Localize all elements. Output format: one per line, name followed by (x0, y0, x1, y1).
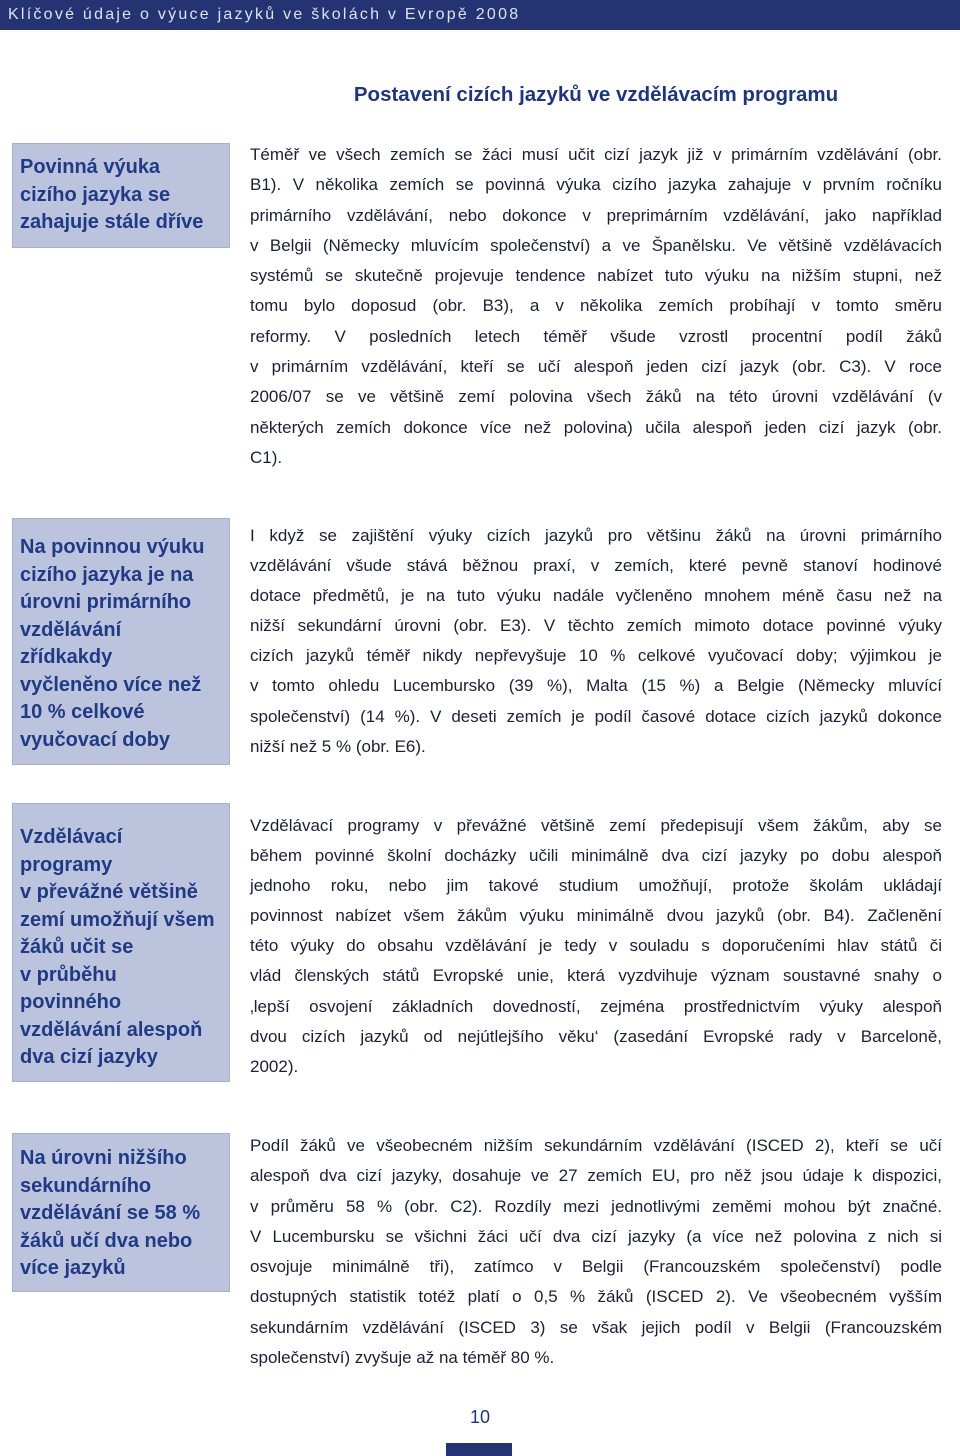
body-line: Vzdělávací programy v převážné většině zemí předepisují všem žákům, aby se (250, 816, 942, 835)
body-line: 2002). (250, 1056, 299, 1076)
body-line: 2006/07 se ve většině zemí polovina všech žáků na této úrovni vzdělávání (v (250, 387, 942, 407)
body-line: B1). V několika zemích se povinná výuka cizího jazyka zahajuje v prvním ročníku (250, 175, 942, 195)
body-line: osvojuje minimálně tři), zatímco v Belgii (Francouzském společenství) podle (250, 1257, 942, 1277)
page-title: Postavení cizích jazyků ve vzdělávacím programu (353, 83, 839, 106)
body-line: cizích jazyků téměř nikdy nepřevyšuje 10 % celkové vyučovací doby; výjimkou je (250, 646, 942, 666)
sidebar-box-3 (12, 803, 230, 1082)
body-line: v primárním vzdělávání, kteří se učí alespoň jeden cizí jazyk (obr. C3). V roce (250, 357, 942, 377)
sidebar-line: žáků učí dva nebo (20, 1229, 193, 1252)
sidebar-line: dva cizí jazyky (20, 1046, 158, 1069)
body-line: jednoho roku, nebo jim takové studium umožňují, protože školám ukládají (250, 876, 942, 896)
body-line: během povinné školní docházky učili minimálně dva cizí jazyky po dobu alespoň (250, 846, 942, 866)
body-line: reformy. V posledních letech téměř všude vzrostl procentní podíl žáků (250, 326, 942, 346)
sidebar-line: vyučovací doby (20, 728, 171, 751)
sidebar-line: cizího jazyka se (20, 183, 171, 206)
body-paragraph-3 (250, 811, 942, 1082)
body-line: v Belgii (Německy mluvícím společenství) a ve Španělsku. Ve většině vzdělávacích (250, 235, 942, 255)
body-line: v průměru 58 % (obr. C2). Rozdíly mezi jednotlivými zeměmi mohou být značné. (250, 1196, 942, 1216)
sidebar-line: programy (20, 853, 113, 876)
body-line: této výuky do obsahu vzdělávání je tedy v souladu s doporučeními hlav států či (250, 936, 942, 956)
sidebar-box-1 (12, 143, 230, 248)
footer-bar (446, 1443, 512, 1456)
sidebar-line: v průběhu (20, 963, 117, 986)
sidebar-line: vyčleněno více než (20, 673, 202, 696)
body-line: společenství) (14 %). V deseti zemích je podíl časové dotace cizích jazyků dokonce (250, 706, 942, 726)
sidebar-line: cizího jazyka je na (20, 563, 194, 586)
body-line: dotace předmětů, je na tuto výuku nadále vyčleněno mnohem méně času než na (250, 586, 942, 606)
body-paragraph-2 (250, 521, 942, 762)
body-line: některých zemích dokonce více než polovina) učila alespoň jeden cizí jazyk (obr. (250, 417, 942, 437)
body-line: povinnost nabízet všem žákům výuku minimálně dvou jazyků (obr. B4). Začlenění (250, 906, 942, 926)
body-line: vlád členských států Evropské unie, která vyzdvihuje význam soustavné snahy o (250, 966, 942, 986)
body-line: I když se zajištění výuky cizích jazyků pro většinu žáků na úrovni primárního (250, 526, 942, 545)
body-line: sekundárním vzdělávání (ISCED 3) se však jejich podíl v Belgii (Francouzském (250, 1317, 942, 1337)
body-line: ‚lepší osvojení základních dovedností, zejména prostřednictvím výuky alespoň (250, 996, 942, 1016)
body-line: systémů se skutečně projevuje tendence nabízet tuto výuku na nižším stupni, než (250, 266, 942, 286)
running-header-bar (0, 0, 960, 30)
sidebar-line: Povinná výuka (20, 156, 161, 178)
sidebar-line: Na povinnou výuku (20, 536, 205, 558)
sidebar-line: žáků učit se (20, 936, 134, 959)
body-line: nižší než 5 % (obr. E6). (250, 736, 426, 756)
sidebar-line: 10 % celkové (20, 701, 145, 724)
sidebar-line: Na úrovni nižšího (20, 1147, 187, 1169)
sidebar-line: zřídkakdy (20, 646, 113, 669)
body-line: Téměř ve všech zemích se žáci musí učit cizí jazyk již v primárním vzdělávání (obr. (250, 145, 942, 164)
body-line: nižší sekundární úrovni (obr. E3). V těchto zemích mimoto dotace povinné výuky (250, 616, 942, 636)
sidebar-line: více jazyků (20, 1257, 126, 1280)
body-line: Podíl žáků ve všeobecném nižším sekundárním vzdělávání (ISCED 2), kteří se učí (250, 1136, 942, 1155)
sidebar-box-4 (12, 1133, 230, 1292)
body-line: dvou cizích jazyků od nejútlejšího věku‘ (zasedání Evropské rady v Barceloně, (250, 1026, 942, 1046)
page-number: 10 (469, 1407, 491, 1427)
sidebar-line: povinného (20, 991, 122, 1014)
body-line: V Lucembursku se všichni žáci učí dva cizí jazyky (a více než polovina z nich si (250, 1226, 942, 1246)
body-line: tomu bylo doposud (obr. B3), a v několika zemích probíhají v tomto směru (250, 296, 942, 316)
body-line: alespoň dva cizí jazyky, dosahuje ve 27 zemích EU, pro něž jsou údaje k dispozici, (250, 1166, 942, 1186)
body-line: v tomto ohledu Lucembursko (39 %), Malta (15 %) a Belgie (Německy mluvící (250, 676, 942, 696)
sidebar-line: vzdělávání se 58 % (20, 1202, 201, 1225)
sidebar-line: úrovni primárního (20, 591, 192, 614)
sidebar-line: vzdělávání (20, 618, 122, 641)
body-line: společenství) zvyšuje až na téměř 80 %. (250, 1348, 555, 1368)
sidebar-line: vzdělávání alespoň (20, 1018, 203, 1041)
body-paragraph-4 (250, 1131, 942, 1373)
running-title: Klíčové údaje o výuce jazyků ve školách v Evropě 2008 (8, 6, 521, 23)
sidebar-line: v převážné většině (20, 881, 198, 904)
sidebar-line: Vzdělávací (20, 826, 123, 848)
body-line: C1). (250, 447, 283, 467)
sidebar-line: zemí umožňují všem (20, 908, 215, 931)
sidebar-box-2 (12, 518, 230, 765)
sidebar-line: sekundárního (20, 1174, 152, 1197)
sidebar-line: zahajuje stále dříve (20, 211, 204, 234)
body-line: dostupných statistik totéž platí o 0,5 % žáků (ISCED 2). Ve všeobecném vyšším (250, 1287, 942, 1307)
body-paragraph-1 (250, 140, 942, 473)
body-line: vzdělávání všude stává běžnou praxí, v zemích, které pevně stanoví hodinové (250, 556, 942, 576)
body-line: primárního vzdělávání, nebo dokonce v preprimárním vzdělávání, jako například (250, 205, 942, 225)
